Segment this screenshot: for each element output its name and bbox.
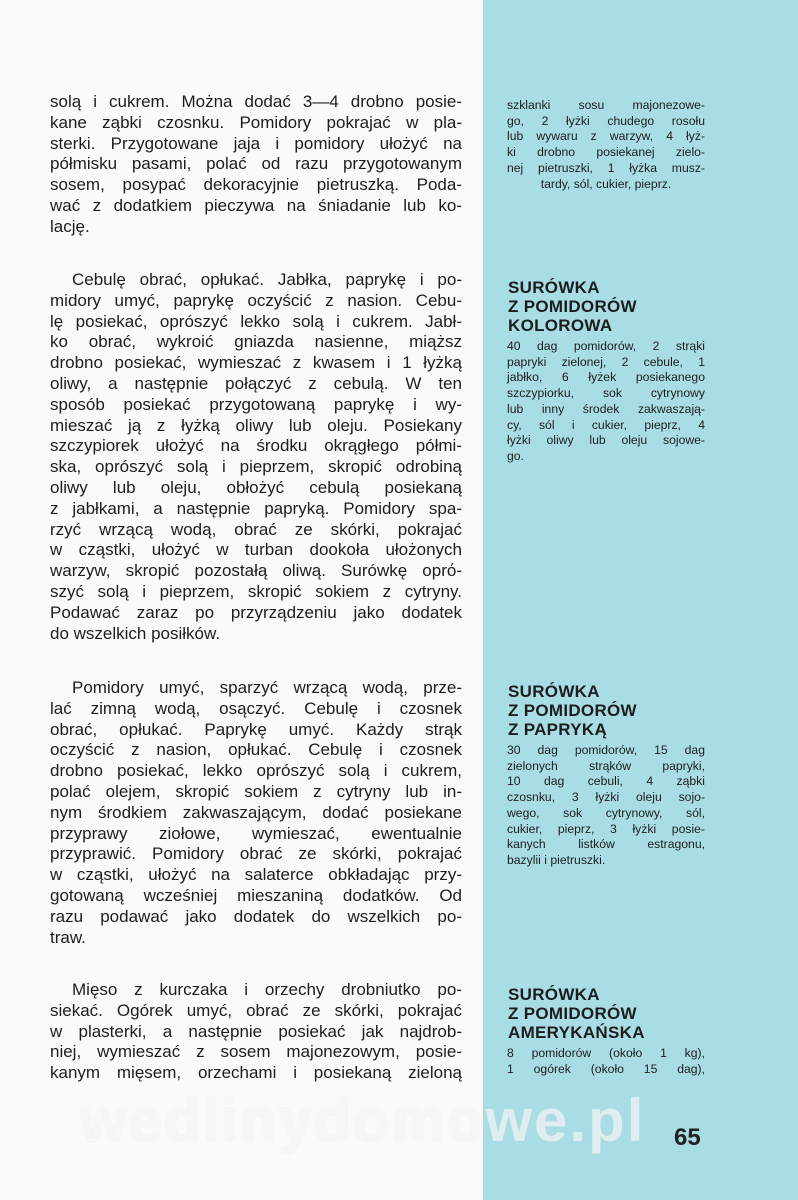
text-line: go, 2 łyżki chudego rosołu <box>507 113 705 128</box>
text-line: 1 ogórek (około 15 dag), <box>507 1061 705 1076</box>
title-line: Z PAPRYKĄ <box>508 720 608 739</box>
title-line: SURÓWKA <box>508 278 600 297</box>
text-line: kanym mięsem, orzechami i posiekaną zieloną <box>50 1063 462 1083</box>
text-line: szklanki sosu majonezowe- <box>507 98 705 112</box>
text-line: obrać, opłukać. Paprykę umyć. Każdy strąk <box>50 719 462 739</box>
text-line: do wszelkich posiłków. <box>50 623 221 643</box>
text-line: czosnku, 3 łyżki oleju sojo- <box>507 790 705 805</box>
text-line: traw. <box>50 927 86 947</box>
text-line: lub wywaru z warzyw, 4 łyż- <box>507 129 705 144</box>
text-line: w cząstki, ułożyć na salaterce obkładając przy- <box>50 865 462 885</box>
text-line: ki drobno posiekanej zielo- <box>507 145 705 160</box>
text-line: 30 dag pomidorów, 15 dag <box>507 743 705 757</box>
text-line: lub inny środek zakwaszają- <box>507 401 705 416</box>
main-paragraph-3 <box>50 678 462 948</box>
text-line: warzyw, skropić pozostałą oliwą. Surówkę oprό- <box>50 561 462 581</box>
text-line: cy, sól i cukier, pieprz, 4 <box>507 417 705 432</box>
text-line: kanych listków estragonu, <box>507 837 705 852</box>
title-line: SURÓWKA <box>508 682 600 701</box>
watermark: wedlinydomowe.pl <box>80 1087 646 1154</box>
text-line: lać zimną wodą, osączyć. Cebulę i czosnek <box>50 698 462 718</box>
text-line: ska, oprószyć solą i pieprzem, skropić odrobiną <box>50 457 462 477</box>
text-line: nym środkiem zakwaszającym, dodać posiekane <box>50 802 462 822</box>
text-line: Pomidory umyć, sparzyć wrzącą wodą, prze- <box>72 678 462 697</box>
text-line: niej, wymieszać z sosem majonezowym, posie- <box>50 1042 462 1062</box>
text-line: rzyć wrzącą wodą, obrać ze skórki, pokrajać <box>50 519 462 539</box>
text-line: siekać. Ogórek umyć, obrać ze skórki, pokrajać <box>50 1000 462 1020</box>
text-line: 10 dag cebuli, 4 ząbki <box>507 774 705 789</box>
main-paragraph-1 <box>50 92 462 238</box>
text-line: półmisku pasami, polać od razu przygotowanym <box>50 154 462 174</box>
title-line: AMERYKAŃSKA <box>508 1023 645 1042</box>
text-line: wego, sok cytrynowy, sól, <box>507 805 705 820</box>
sidebar-continuation <box>507 98 705 192</box>
text-line: szczypiorek ułożyć na środku okrągłego półmi- <box>50 436 462 456</box>
text-line: bazylii i pietruszki. <box>507 852 606 867</box>
text-line: szyć solą i pieprzem, skropić sokiem z cytryny. <box>50 581 462 601</box>
text-line: razu podawać jako dodatek do wszelkich po- <box>50 906 462 926</box>
text-line: nej pietruszki, 1 łyżka musz- <box>507 160 705 175</box>
text-line: zielonych strąków papryki, <box>507 758 705 773</box>
text-line: mieszać ją z łyżką oliwy lub oleju. Posiekany <box>50 415 462 435</box>
text-line: cukier, pieprz, 3 łyżki posie- <box>507 821 705 836</box>
text-line: sposób posiekać przygotowaną paprykę i wy- <box>50 394 462 414</box>
text-line: jabłko, 6 łyżek posiekanego <box>507 370 705 385</box>
title-line: SURÓWKA <box>508 985 600 1004</box>
main-paragraph-4 <box>50 980 462 1084</box>
text-line: sosem, posypać dekoracyjnie pietruszką. Poda- <box>50 175 462 195</box>
text-line: z jabłkami, a następnie papryką. Pomidory spa- <box>50 498 462 518</box>
recipe-title-kolorowa <box>508 278 708 335</box>
recipe-title-amerykanska <box>508 985 708 1042</box>
text-line: w cząstki, ułożyć w turban dookoła ułożonych <box>50 540 462 560</box>
text-line: oliwy lub oleju, obłożyć cebulą posiekaną <box>50 477 462 497</box>
text-line: w plasterki, a następnie posiekać jak najdrob- <box>50 1021 462 1041</box>
text-line: lację. <box>50 216 90 236</box>
text-line: solą i cukrem. Można dodać 3—4 drobno posie- <box>50 92 462 111</box>
text-line: Mięso z kurczaka i orzechy drobniutko po- <box>72 980 462 999</box>
title-line: Z POMIDORÓW <box>508 1004 637 1023</box>
text-line: drobno posiekać, wymieszać z kwasem i 1 łyżką <box>50 353 462 373</box>
text-line: drobno posiekać, lekko oprószyć solą i cukrem, <box>50 761 462 781</box>
title-line: Z POMIDORÓW <box>508 297 637 316</box>
main-paragraph-2 <box>50 270 462 644</box>
text-line: ko obrać, wykroić gniazda nasienne, miąższ <box>50 332 462 352</box>
text-line: polać olejem, skropić sokiem z cytryny lub in- <box>50 781 462 801</box>
text-line: przyprawić. Pomidory obrać ze skórki, pokrajać <box>50 844 462 864</box>
text-line: go. <box>507 448 524 463</box>
text-line: szczypiorku, sok cytrynowy <box>507 386 705 401</box>
text-line: tardy, sól, cukier, pieprz. <box>540 176 672 191</box>
text-line: papryki zielonej, 2 cebule, 1 <box>507 354 705 369</box>
text-line: kane ząbki czosnku. Pomidory pokrajać w pla- <box>50 112 462 132</box>
title-line: Z POMIDORÓW <box>508 701 637 720</box>
page-number: 65 <box>674 1124 701 1151</box>
text-line: sterki. Przygotowane jaja i pomidory ułożyć na <box>50 133 462 153</box>
title-line: KOLOROWA <box>508 316 613 335</box>
text-line: midory umyć, paprykę oczyścić z nasion. Cebu- <box>50 290 462 310</box>
text-line: 8 pomidorów (około 1 kg), <box>507 1046 705 1060</box>
text-line: oliwy, a następnie połączyć z cebulą. W ten <box>50 373 462 393</box>
recipe-ingredients-kolorowa <box>507 339 705 465</box>
text-line: Cebulę obrać, opłukać. Jabłka, paprykę i po- <box>72 270 462 289</box>
recipe-ingredients-amerykanska <box>507 1046 705 1077</box>
text-line: 40 dag pomidorów, 2 strąki <box>507 339 705 353</box>
text-line: wać z dodatkiem pieczywa na śniadanie lub ko- <box>50 195 462 215</box>
recipe-title-z-papryka <box>508 682 708 739</box>
text-line: lę posiekać, oprószyć lekko solą i cukrem. Jabł- <box>50 311 462 331</box>
text-line: Podawać zaraz po przyrządzeniu jako dodatek <box>50 602 462 622</box>
text-line: łyżki oliwy lub oleju sojowe- <box>507 433 705 448</box>
recipe-ingredients-z-papryka <box>507 743 705 869</box>
text-line: oczyścić z nasion, opłukać. Cebulę i czosnek <box>50 740 462 760</box>
text-line: gotowaną wcześniej mieszaniną dodatków. Od <box>50 885 462 905</box>
text-line: przyprawy ziołowe, wymieszać, ewentualnie <box>50 823 462 843</box>
